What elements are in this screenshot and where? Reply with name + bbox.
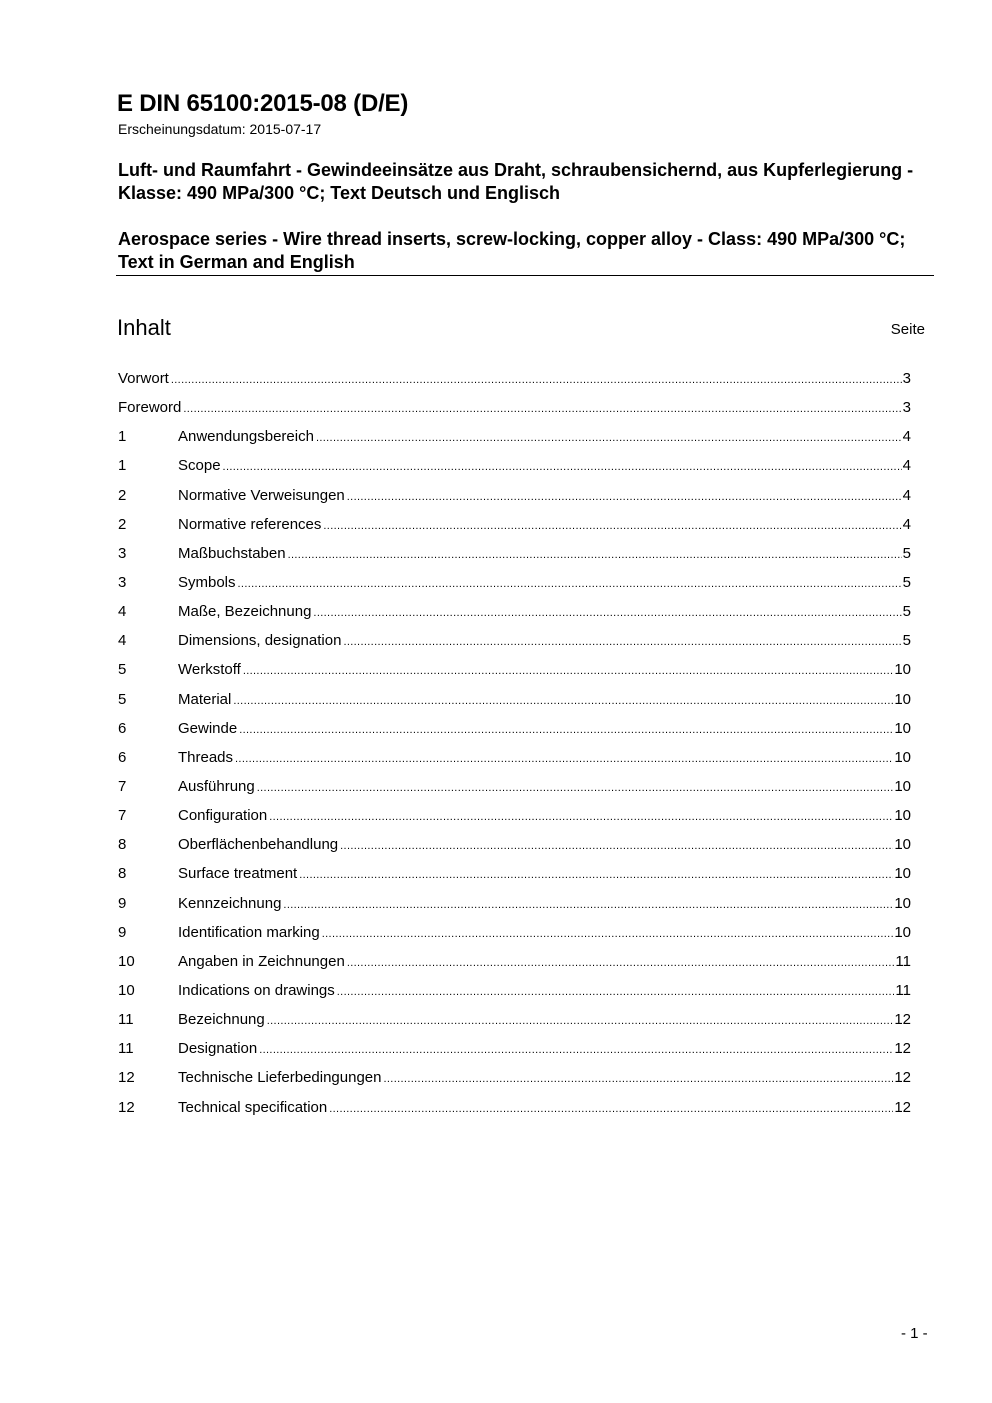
toc-entry-title: Foreword [118,399,182,417]
toc-entry[interactable] [118,572,911,601]
toc-dot-leader [235,748,893,770]
toc-entry-page: 12 [894,1040,911,1058]
toc-entry-page: 5 [902,573,911,591]
toc-entry-title: Indications on drawings [178,981,335,999]
toc-entry-page: 10 [894,894,911,912]
title-german: Luft- und Raumfahrt - Gewindeeinsätze aus Draht, schraubensichernd, aus Kupferlegierung - Klasse: 490 MPa/300 °C; Text Deutsch und Englisch [118,160,914,203]
toc-entry-title: Oberflächenbehandlung [178,836,339,854]
toc-entry-page: 12 [894,1069,911,1087]
toc-entry[interactable] [118,1009,911,1038]
toc-entry-page: 4 [902,428,911,446]
toc-entry-title: Normative Verweisungen [178,486,345,504]
toc-entry-number: 10 [118,952,135,970]
toc-dot-leader [343,631,901,653]
toc-entry-number: 9 [118,923,127,941]
toc-entry-page: 11 [895,981,911,999]
toc-entry-title: Bezeichnung [178,1011,265,1029]
toc-entry-page: 10 [894,748,911,766]
table-of-contents [118,368,911,1126]
toc-dot-leader [347,952,895,974]
toc-entry[interactable] [118,747,911,776]
toc-dot-leader [243,660,894,682]
toc-entry-title: Configuration [178,807,268,825]
toc-entry-title: Symbols [178,573,236,591]
toc-dot-leader [299,864,893,886]
toc-entry-title: Material [178,690,232,708]
toc-entry-title: Scope [178,457,221,475]
toc-entry-page: 10 [894,777,911,795]
toc-entry-title: Designation [178,1040,258,1058]
toc-entry[interactable] [118,834,911,863]
toc-entry-number: 12 [118,1069,135,1087]
toc-dot-leader [323,515,901,537]
toc-entry-title: Werkstoff [178,661,241,679]
toc-entry-number: 12 [118,1098,135,1116]
toc-entry-page: 10 [894,807,911,825]
toc-entry-number: 8 [118,836,127,854]
publication-date: Erscheinungsdatum: 2015-07-17 [118,121,322,137]
toc-entry-page: 10 [894,865,911,883]
toc-entry-title: Anwendungsbereich [178,428,314,446]
toc-entry-number: 2 [118,486,127,504]
toc-entry-page: 10 [894,661,911,679]
toc-entry-number: 1 [118,457,127,475]
toc-entry-page: 5 [902,544,911,562]
toc-dot-leader [337,981,895,1003]
toc-entry-number: 2 [118,515,127,533]
toc-entry-page: 4 [902,486,911,504]
toc-entry-title: Kennzeichnung [178,894,282,912]
toc-entry-number: 11 [118,1011,134,1029]
toc-entry-page: 4 [902,457,911,475]
toc-dot-leader [183,398,901,420]
toc-dot-leader [347,486,902,508]
toc-entry-page: 10 [894,923,911,941]
toc-entry-number: 6 [118,748,127,766]
toc-entry[interactable] [118,368,911,397]
toc-entry-page: 12 [894,1011,911,1029]
toc-entry[interactable] [118,718,911,747]
toc-entry-number: 8 [118,865,127,883]
toc-dot-leader [267,1010,894,1032]
toc-entry-title: Normative references [178,515,322,533]
toc-entry[interactable] [118,922,911,951]
toc-entry-number: 5 [118,661,127,679]
toc-dot-leader [259,1039,893,1061]
toc-dot-leader [171,369,902,391]
toc-entry-page: 3 [902,370,911,387]
toc-entry[interactable] [118,805,911,834]
toc-entry-number: 5 [118,690,127,708]
toc-entry[interactable] [118,659,911,688]
toc-entry-page: 4 [902,515,911,533]
toc-entry-number: 6 [118,719,127,737]
toc-entry[interactable] [118,689,911,718]
toc-dot-leader [340,835,893,857]
toc-entry-number: 10 [118,981,135,999]
toc-dot-leader [257,777,894,799]
toc-entry[interactable] [118,455,911,484]
toc-entry-page: 5 [902,632,911,650]
toc-entry-title: Identification marking [178,923,320,941]
toc-entry[interactable] [118,485,911,514]
toc-entry[interactable] [118,1097,911,1126]
toc-entry[interactable] [118,1038,911,1067]
toc-entry-title: Threads [178,748,234,766]
toc-entry-number: 11 [118,1040,134,1058]
toc-entry-title: Dimensions, designation [178,632,342,650]
toc-entry-page: 10 [894,690,911,708]
toc-entry-number: 9 [118,894,127,912]
toc-dot-leader [269,806,893,828]
toc-entry[interactable] [118,863,911,892]
toc-entry[interactable] [118,630,911,659]
toc-entry-title: Technical specification [178,1098,328,1116]
toc-entry[interactable] [118,980,911,1009]
toc-entry-number: 7 [118,777,127,795]
toc-entry-title: Surface treatment [178,865,298,883]
title-english: Aerospace series - Wire thread inserts, screw-locking, copper alloy - Class: 490 MPa/300 °C; Text in German and English [118,229,906,272]
toc-entry[interactable] [118,1067,911,1096]
toc-dot-leader [384,1068,894,1090]
toc-dot-leader [223,456,902,478]
toc-dot-leader [322,923,894,945]
toc-entry-number: 4 [118,603,127,621]
document-id: E DIN 65100:2015-08 (D/E) [117,90,409,117]
toc-entry[interactable] [118,514,911,543]
toc-entry-title: Technische Lieferbedingungen [178,1069,382,1087]
toc-dot-leader [316,427,902,449]
toc-entry[interactable] [118,776,911,805]
toc-entry-number: 4 [118,632,127,650]
toc-entry-title: Angaben in Zeichnungen [178,952,345,970]
toc-entry[interactable] [118,426,911,455]
toc-dot-leader [329,1098,893,1120]
toc-dot-leader [233,690,893,712]
toc-entry-page: 3 [902,399,911,417]
toc-heading: Inhalt [117,315,171,340]
toc-dot-leader [313,602,901,624]
toc-entry-number: 3 [118,573,127,591]
toc-entry-page: 10 [894,836,911,854]
toc-entry-page: 11 [895,952,911,970]
toc-dot-leader [239,719,893,741]
toc-entry-title: Vorwort [118,370,169,387]
toc-entry-number: 3 [118,544,127,562]
toc-dot-leader [288,544,902,566]
toc-entry-title: Maße, Bezeichnung [178,603,312,621]
toc-entry-title: Ausführung [178,777,255,795]
toc-entry-number: 1 [118,428,127,446]
toc-entry-title: Maßbuchstaben [178,544,286,562]
toc-entry[interactable] [118,397,911,426]
toc-entry-number: 7 [118,807,127,825]
title-divider [116,275,934,276]
toc-dot-leader [283,894,893,916]
toc-dot-leader [238,573,902,595]
toc-entry-page: 12 [894,1098,911,1116]
toc-entry[interactable] [118,601,911,630]
toc-entry-title: Gewinde [178,719,238,737]
toc-entry-page: 5 [902,603,911,621]
toc-entry[interactable] [118,893,911,922]
toc-page-column-label: Seite [890,321,925,338]
toc-entry[interactable] [118,951,911,980]
toc-entry[interactable] [118,543,911,572]
toc-entry-page: 10 [894,719,911,737]
page-number: - 1 - [901,1325,928,1342]
